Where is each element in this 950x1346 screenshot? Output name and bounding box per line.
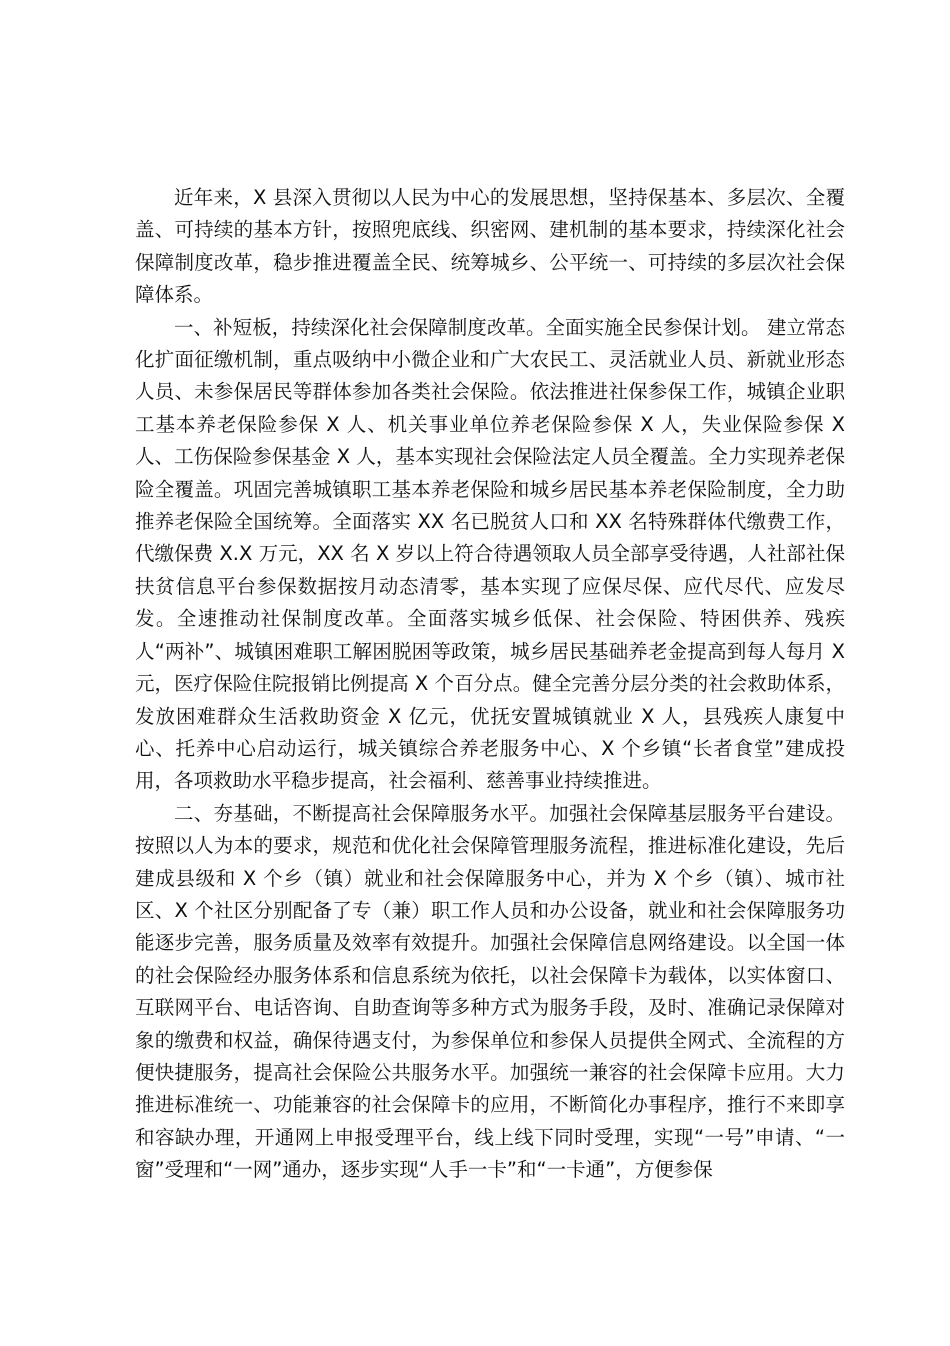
- paragraph-section-2: 二、夯基础，不断提高社会保障服务水平。加强社会保障基层服务平台建设。按照以人为本的要求，规范和优化社会保障管理服务流程，推进标准化建设，先后建成县级和 X 个乡（镇）就业和社会保障服务中心，并为 X 个乡（镇）、城市社区、X 个社区分别配备了专（兼）职工作人员和办公设备，就业和社会保障服务功能逐步完善，服务质量及效率有效提升。加强社会保障信息网络建设。以全国一体的社会保险经办服务体系和信息系统为依托，以社会保障卡为载体，以实体窗口、互联网平台、电话咨询、自助查询等多种方式为服务手段，及时、准确记录保障对象的缴费和权益，确保待遇支付，为参保单位和参保人员提供全网式、全流程的方便快捷服务，提高社会保险公共服务水平。加强统一兼容的社会保障卡应用。大力推进标准统一、功能兼容的社会保障卡的应用，不断简化办事程序，推行不来即享和容缺办理，开通网上申报受理平台，线上线下同时受理，实现“一号”申请、“一窗”受理和“一网”通办，逐步实现“人手一卡”和“一卡通”，方便参保: [135, 801, 845, 1182]
- document-body: [135, 182, 845, 1187]
- paragraph-section-1: 一、补短板，持续深化社会保障制度改革。全面实施全民参保计划。 建立常态化扩面征缴机制，重点吸纳中小微企业和广大农民工、灵活就业人员、新就业形态人员、未参保居民等群体参加各类社会保险。依法推进社保参保工作，城镇企业职工基本养老保险参保 X 人、机关事业单位养老保险参保 X 人，失业保险参保 X 人、工伤保险参保基金 X 人，基本实现社会保险法定人员全覆盖。全力实现养老保险全覆盖。巩固完善城镇职工基本养老保险和城乡居民基本养老保险制度，全力助推养老保险全国统筹。全面落实 XX 名已脱贫人口和 XX 名特殊群体代缴费工作，代缴保费 X.X 万元，XX 名 X 岁以上符合待遇领取人员全部享受待遇，人社部社保扶贫信息平台参保数据按月动态清零，基本实现了应保尽保、应代尽代、应发尽发。全速推动社保制度改革。全面落实城乡低保、社会保险、特困供养、残疾人“两补”、城镇困难职工解困脱困等政策，城乡居民基础养老金提高到每人每月 X 元，医疗保险住院报销比例提高 X 个百分点。健全完善分层分类的社会救助体系，发放困难群众生活救助资金 X 亿元，优抚安置城镇就业 X 人，县残疾人康复中心、托养中心启动运行，城关镇综合养老服务中心、X 个乡镇“长者食堂”建成投用，各项救助水平稳步提高，社会福利、慈善事业持续推进。: [135, 315, 845, 793]
- paragraph-intro: 近年来，X 县深入贯彻以人民为中心的发展思想，坚持保基本、多层次、全覆盖、可持续的基本方针，按照兜底线、织密网、建机制的基本要求，持续深化社会保障制度改革，稳步推进覆盖全民、统筹城乡、公平统一、可持续的多层次社会保障体系。: [135, 186, 845, 307]
